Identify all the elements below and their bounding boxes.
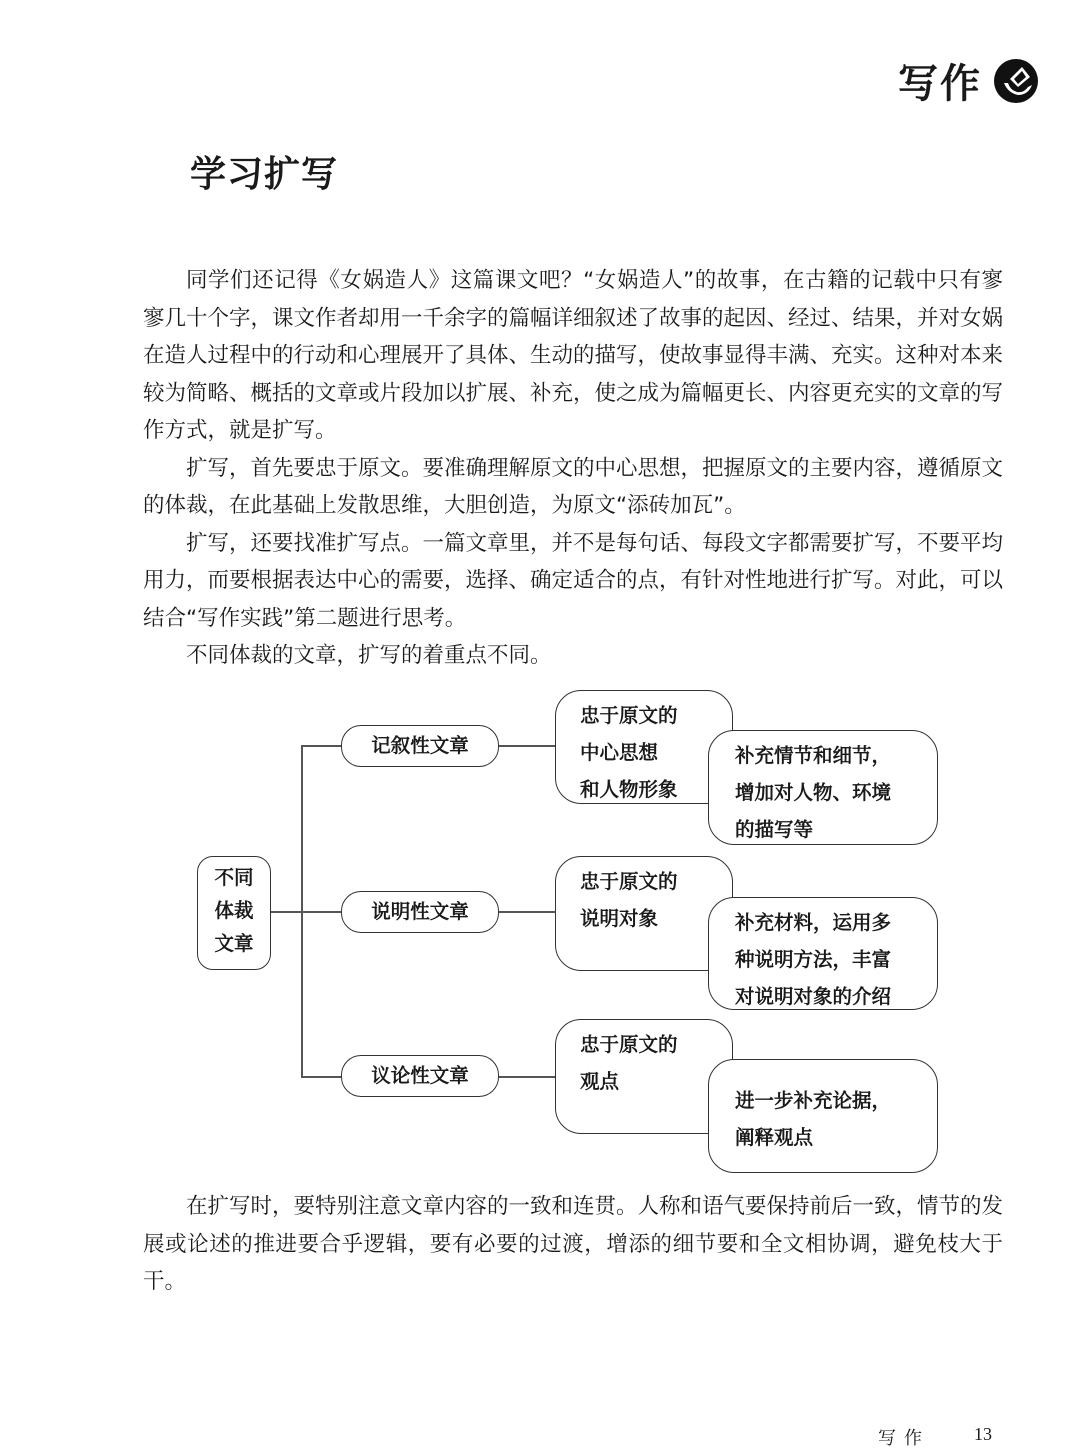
node-text: 种说明方法，丰富 [735, 948, 892, 971]
node-text: 忠于原文的 [580, 1033, 678, 1056]
page-footer [878, 1424, 992, 1450]
footer-section: 写作 [878, 1428, 930, 1448]
paragraph: 同学们还记得《女娲造人》这篇课文吧？“女娲造人”的故事，在古籍的记载中只有寥寥几十个字，课文作者却用一千余字的篇幅详细叙述了故事的起因、经过、结果，并对女娲在造人过程中的行动和心理展开了具体、生动的描写，使故事显得丰满、充实。这种对本来较为简略、概括的文章或片段加以扩展、补充，使之成为篇幅更长、内容更充实的文章的写作方式，就是扩写。 [143, 268, 1004, 443]
node-text: 增加对人物、环境 [735, 781, 892, 804]
node-text: 和人物形象 [580, 778, 678, 801]
connector-line [301, 1076, 341, 1078]
node-text: 补充情节和细节， [735, 744, 892, 767]
node-text: 说明对象 [580, 907, 659, 930]
connector-line [499, 911, 555, 913]
connector-line [271, 911, 301, 913]
method-node-argumentative [708, 1059, 938, 1173]
node-text: 中心思想 [580, 741, 659, 764]
node-text: 体裁 [214, 899, 254, 922]
node-text: 进一步补充论据， [735, 1089, 892, 1112]
node-text: 不同 [214, 866, 254, 889]
node-text: 忠于原文的 [580, 870, 678, 893]
paragraph: 在扩写时，要特别注意文章内容的一致和连贯。人称和语气要保持前后一致，情节的发展或论述的推进要合乎逻辑，要有必要的过渡，增添的细节要和全文相协调，避免枝大于干。 [143, 1194, 1004, 1294]
principle-node-narrative [555, 690, 733, 804]
principle-node-argumentative [555, 1019, 733, 1134]
connector-line [499, 745, 555, 747]
connector-line [301, 911, 341, 913]
node-text: 观点 [580, 1070, 620, 1093]
connector-line [499, 1076, 555, 1078]
paragraph: 不同体裁的文章，扩写的着重点不同。 [186, 643, 552, 668]
pen-circle-icon [992, 57, 1040, 105]
node-text: 对说明对象的介绍 [735, 985, 892, 1008]
connector-line [301, 745, 341, 747]
method-node-narrative [708, 730, 938, 845]
node-text: 补充材料，运用多 [735, 911, 892, 934]
node-text: 阐释观点 [735, 1126, 814, 1149]
intro-text [143, 262, 1003, 675]
page-title: 学习扩写 [190, 154, 339, 195]
connector-line [301, 745, 303, 1076]
section-header [898, 52, 1040, 109]
category-node-expository: 说明性文章 [341, 891, 499, 933]
root-node [197, 856, 271, 970]
section-label: 写作 [898, 60, 982, 107]
paragraph: 扩写，还要找准扩写点。一篇文章里，并不是每句话、每段文字都需要扩写，不要平均用力，而要根据表达中心的需要，选择、确定适合的点，有针对性地进行扩写。对此，可以结合“写作实践”第二题进行思考。 [143, 530, 1004, 631]
node-text: 文章 [214, 932, 254, 955]
category-node-narrative: 记叙性文章 [341, 725, 499, 767]
node-text: 的描写等 [735, 818, 814, 841]
node-text: 忠于原文的 [580, 704, 678, 727]
category-node-argumentative: 议论性文章 [341, 1055, 499, 1097]
closing-text [143, 1188, 1003, 1301]
method-node-expository [708, 897, 938, 1010]
principle-node-expository [555, 856, 733, 971]
page-number: 13 [974, 1424, 992, 1444]
paragraph: 扩写，首先要忠于原文。要准确理解原文的中心思想，把握原文的主要内容，遵循原文的体裁，在此基础上发散思维，大胆创造，为原文“添砖加瓦”。 [143, 455, 1004, 518]
